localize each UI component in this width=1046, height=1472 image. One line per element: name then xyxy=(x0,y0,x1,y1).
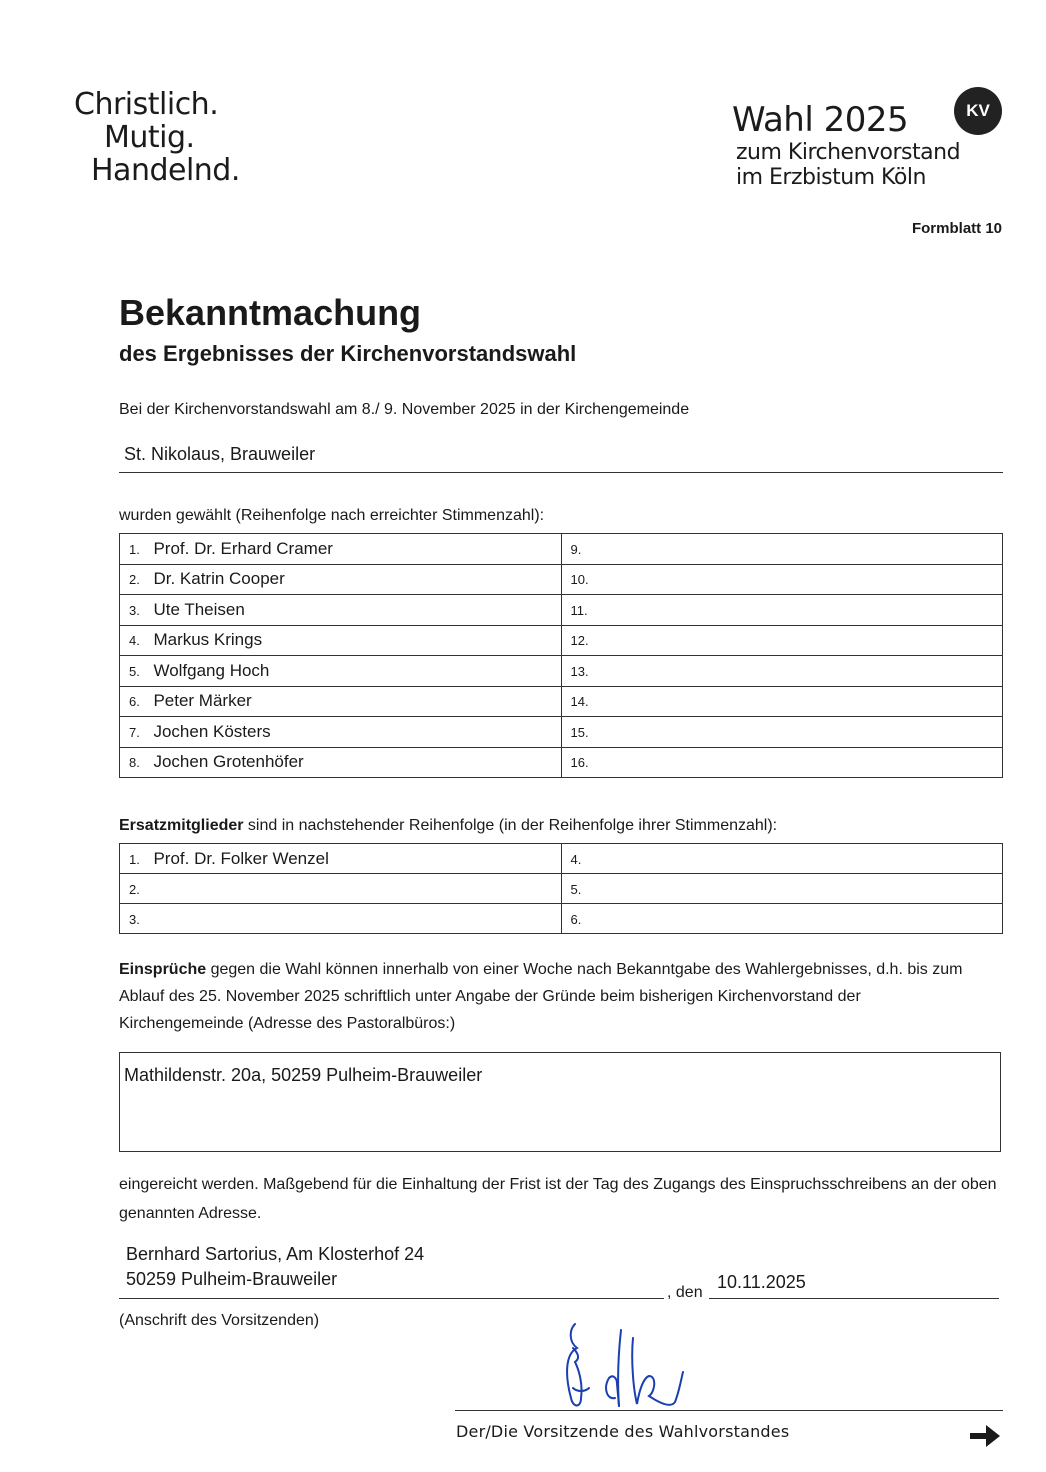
row-number: 12. xyxy=(570,633,589,649)
row-number: 14. xyxy=(570,694,589,710)
arrow-right-icon[interactable] xyxy=(968,1422,1002,1455)
table-row xyxy=(120,564,1003,595)
signature-caption: Der/Die Vorsitzende des Wahlvorstandes xyxy=(456,1422,790,1441)
address-caption: (Anschrift des Vorsitzenden) xyxy=(119,1312,320,1329)
pastoral-office-address: Mathildenstr. 20a, 50259 Pulheim-Brauweiler xyxy=(124,1065,483,1085)
left-cell[interactable] xyxy=(120,625,562,656)
right-cell[interactable] xyxy=(561,844,1003,874)
right-cell[interactable] xyxy=(561,656,1003,687)
right-cell[interactable] xyxy=(561,564,1003,595)
substitutes-label xyxy=(119,817,777,835)
election-subtitle-1: zum Kirchenvorstand xyxy=(736,140,961,165)
objections-bold: Einsprüche xyxy=(119,961,207,978)
left-cell[interactable] xyxy=(120,534,562,565)
candidate-name: Jochen Kösters xyxy=(153,721,271,741)
table-row xyxy=(120,625,1003,656)
right-cell[interactable] xyxy=(561,717,1003,748)
row-number: 5. xyxy=(570,881,582,897)
chair-address-underline xyxy=(119,1298,664,1299)
row-number: 10. xyxy=(570,572,589,588)
slogan-line-3: Handelnd. xyxy=(91,153,240,188)
row-number: 3. xyxy=(129,602,140,618)
table-row xyxy=(120,595,1003,626)
candidate-name: Peter Märker xyxy=(153,691,252,711)
slogan xyxy=(74,88,240,187)
document-subtitle: des Ergebnisses der Kirchenvorstandswahl xyxy=(119,341,577,366)
row-number: 6. xyxy=(570,911,582,927)
slogan-line-1: Christlich. xyxy=(74,87,219,122)
right-cell[interactable] xyxy=(561,625,1003,656)
row-number: 1. xyxy=(129,851,140,867)
table-row xyxy=(120,717,1003,748)
right-cell[interactable] xyxy=(561,534,1003,565)
substitutes-label-rest: sind in nachstehender Reihenfolge (in der Reihenfolge ihrer Stimmenzahl): xyxy=(243,817,778,834)
document-title: Bekanntmachung xyxy=(119,292,422,333)
right-cell[interactable] xyxy=(561,874,1003,904)
row-number: 4. xyxy=(129,633,140,649)
table-row xyxy=(120,844,1003,874)
row-number: 9. xyxy=(570,541,582,557)
row-number: 16. xyxy=(570,755,589,771)
chair-address-line-2: 50259 Pulheim-Brauweiler xyxy=(126,1269,338,1289)
left-cell[interactable] xyxy=(120,595,562,626)
chair-address-field[interactable] xyxy=(126,1242,424,1292)
row-number: 7. xyxy=(129,724,140,740)
table-row xyxy=(120,747,1003,778)
row-number: 2. xyxy=(129,881,140,897)
row-number: 13. xyxy=(570,663,589,679)
candidate-name: Ute Theisen xyxy=(153,599,245,619)
left-cell[interactable] xyxy=(120,904,562,934)
right-cell[interactable] xyxy=(561,747,1003,778)
row-number: 6. xyxy=(129,694,140,710)
chair-address-line-1: Bernhard Sartorius, Am Klosterhof 24 xyxy=(126,1244,425,1264)
row-number: 3. xyxy=(129,911,140,927)
row-number: 15. xyxy=(570,724,589,740)
objections-body: gegen die Wahl können innerhalb von einer Woche nach Bekanntgabe des Wahlergebnisses, d.h. bis zum Ablauf des 25. November 2025 schriftlich unter Angabe der Gründe beim bisherigen Kirchenvorstand der Kirchengemeinde (Adresse des Pastoralbüros:) xyxy=(119,961,963,1032)
table-row xyxy=(120,534,1003,565)
date-field[interactable]: 10.11.2025 xyxy=(717,1272,806,1292)
table-row xyxy=(120,686,1003,717)
left-cell[interactable] xyxy=(120,844,562,874)
left-cell[interactable] xyxy=(120,686,562,717)
election-subtitle-2: im Erzbistum Köln xyxy=(736,165,926,190)
row-number: 8. xyxy=(129,755,140,771)
objections-text xyxy=(119,956,989,1037)
elected-label: wurden gewählt (Reihenfolge nach erreichter Stimmenzahl): xyxy=(119,507,545,524)
signature-underline xyxy=(455,1410,1003,1411)
candidate-name: Jochen Grotenhöfer xyxy=(153,752,304,772)
kv-badge: KV xyxy=(954,87,1002,135)
substitutes-label-bold: Ersatzmitglieder xyxy=(119,817,244,834)
substitutes-table xyxy=(119,843,1003,934)
left-cell[interactable] xyxy=(120,564,562,595)
parish-field[interactable]: St. Nikolaus, Brauweiler xyxy=(124,444,316,464)
left-cell[interactable] xyxy=(120,747,562,778)
row-number: 1. xyxy=(129,541,140,557)
handwritten-signature xyxy=(555,1318,725,1418)
left-cell[interactable] xyxy=(120,656,562,687)
candidate-name: Prof. Dr. Erhard Cramer xyxy=(153,538,333,558)
candidate-name: Markus Krings xyxy=(153,630,263,650)
row-number: 2. xyxy=(129,572,140,588)
elected-table xyxy=(119,533,1003,778)
election-title: Wahl 2025 xyxy=(732,100,909,140)
form-number: Formblatt 10 xyxy=(911,220,1002,237)
table-row xyxy=(120,874,1003,904)
right-cell[interactable] xyxy=(561,686,1003,717)
right-cell[interactable] xyxy=(561,904,1003,934)
row-number: 11. xyxy=(570,602,588,618)
den-label: , den xyxy=(667,1284,703,1301)
right-cell[interactable] xyxy=(561,595,1003,626)
pastoral-office-address-box[interactable] xyxy=(119,1052,1001,1152)
submission-text: eingereicht werden. Maßgebend für die Einhaltung der Frist ist der Tag des Zugangs des Einspruchsschreibens an der oben genannten Adresse. xyxy=(119,1176,997,1222)
table-row xyxy=(120,904,1003,934)
candidate-name: Wolfgang Hoch xyxy=(153,660,270,680)
row-number: 4. xyxy=(570,851,582,867)
left-cell[interactable] xyxy=(120,717,562,748)
parish-underline xyxy=(119,472,1003,473)
left-cell[interactable] xyxy=(120,874,562,904)
intro-text: Bei der Kirchenvorstandswahl am 8./ 9. November 2025 in der Kirchengemeinde xyxy=(119,401,690,418)
signature-drawing xyxy=(555,1318,725,1413)
table-row xyxy=(120,656,1003,687)
candidate-name: Prof. Dr. Folker Wenzel xyxy=(153,848,329,868)
candidate-name: Dr. Katrin Cooper xyxy=(153,569,285,589)
date-underline xyxy=(709,1298,999,1299)
slogan-line-2: Mutig. xyxy=(104,120,195,155)
row-number: 5. xyxy=(129,663,140,679)
election-logo xyxy=(732,100,960,190)
